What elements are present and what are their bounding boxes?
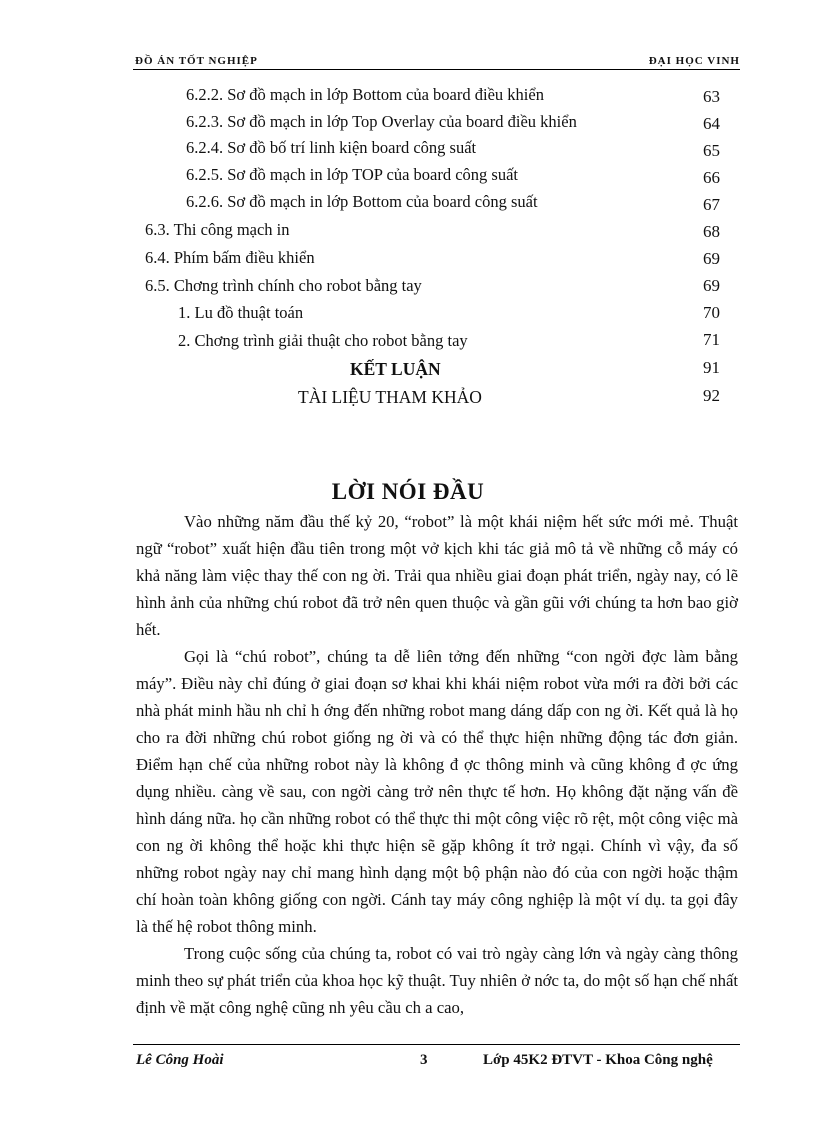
toc-entry-label: 2. Chơng trình giải thuật cho robot bằng tay: [178, 331, 468, 350]
toc-entry-label: 6.3. Thi công mạch in: [145, 220, 290, 239]
header-divider: [133, 69, 740, 70]
header-right: ĐẠI HỌC VINH: [648, 55, 740, 67]
header-left: ĐỒ ÁN TỐT NGHIỆP: [135, 55, 258, 67]
paragraph: Vào những năm đầu thế kỷ 20, “robot” là một khái niệm hết sức mới mẻ. Thuật ngữ “robot” xuất hiện đầu tiên trong một vở kịch khi tác giả mô tả về những cỗ máy có khả năng làm việc thay thế con ng ời. Trải qua nhiều giai đoạn phát triển, ngày nay, có lẽ hình ảnh của những chú robot đã trở nên quen thuộc và gần gũi với chúng ta hơn bao giờ hết.: [136, 512, 738, 639]
toc-entry-label: 6.2.3. Sơ đồ mạch in lớp Top Overlay của board điều khiển: [186, 112, 577, 131]
toc-entry-page: 70: [703, 303, 720, 322]
toc-entry-label: 6.4. Phím bấm điều khiển: [145, 248, 315, 267]
toc-entry-page: 64: [703, 114, 720, 133]
toc-entry-page: 65: [703, 141, 720, 160]
toc-entry-page: 67: [703, 195, 720, 214]
toc-entry-page: 68: [703, 222, 720, 241]
toc-entry-page: 63: [703, 87, 720, 106]
paragraph: Gọi là “chú robot”, chúng ta dễ liên tởng đến những “con ngời đợc làm bằng máy”. Điều này chỉ đúng ở giai đoạn sơ khai khi khái niệm robot vừa mới ra đời bởi các nhà phát minh hầu nh chỉ h ớng đến những robot mang dáng dấp con ng ời. Kết quả là họ cho ra đời những chú robot giống ng ời và có thể thực hiện những động tác đơn giản. Điểm hạn chế của những robot này là không đ ợc thông minh và cũng không đ ợc ứng dụng nhiều. càng về sau, con ngời càng trở nên thực tế hơn. Họ không đặt nặng vấn đề hình dáng nữa. họ cần những robot có thể thực thi một công việc rõ rệt, một công việc mà con ng ời không thể hoặc khi thực hiện sẽ gặp không ít trở ngại. Chính vì vậy, đa số những robot ngày nay chỉ mang hình dạng một bộ phận nào đó của con ngời hoặc thậm chí hoàn toàn không giống con ngời. Cánh tay máy công nghiệp là một ví dụ. ta gọi đây là thế hệ robot thông minh.: [136, 647, 738, 936]
toc-entry-label: 6.5. Chơng trình chính cho robot bằng tay: [145, 276, 422, 295]
toc-entry-page: 69: [703, 276, 720, 295]
toc-entry-label: 6.2.5. Sơ đồ mạch in lớp TOP của board công suất: [186, 165, 518, 184]
toc-entry-page: 66: [703, 168, 720, 187]
toc-entry-page: 71: [703, 330, 720, 349]
toc-entry-label: 1. Lu đồ thuật toán: [178, 303, 304, 322]
paragraph: Trong cuộc sống của chúng ta, robot có vai trò ngày càng lớn và ngày càng thông minh theo sự phát triển của khoa học kỹ thuật. Tuy nhiên ở nớc ta, do một số hạn chế nhất định về mặt công nghệ cũng nh yêu cầu ch a cao,: [136, 944, 738, 1017]
footer-author: Lê Công Hoài: [136, 1052, 224, 1068]
section-title: LỜI NÓI ĐẦU: [331, 479, 485, 504]
page-number: 3: [420, 1052, 428, 1068]
toc-entry-label: 6.2.4. Sơ đồ bố trí linh kiện board công suất: [186, 138, 477, 157]
toc-entry-page: 92: [703, 386, 720, 405]
toc-entry-label: TÀI LIỆU THAM KHẢO: [298, 387, 482, 407]
footer-divider: [133, 1044, 740, 1045]
body-text: [136, 508, 738, 1021]
toc-entry-label: 6.2.6. Sơ đồ mạch in lớp Bottom của board công suất: [186, 192, 538, 211]
toc-entry-page: 91: [703, 358, 720, 377]
footer-class-info: Lớp 45K2 ĐTVT - Khoa Công nghệ: [483, 1052, 713, 1068]
toc-entry-page: 69: [703, 249, 720, 268]
toc-entry-label: KẾT LUẬN: [350, 359, 441, 379]
toc-entry-label: 6.2.2. Sơ đồ mạch in lớp Bottom của board điều khiển: [186, 85, 544, 104]
